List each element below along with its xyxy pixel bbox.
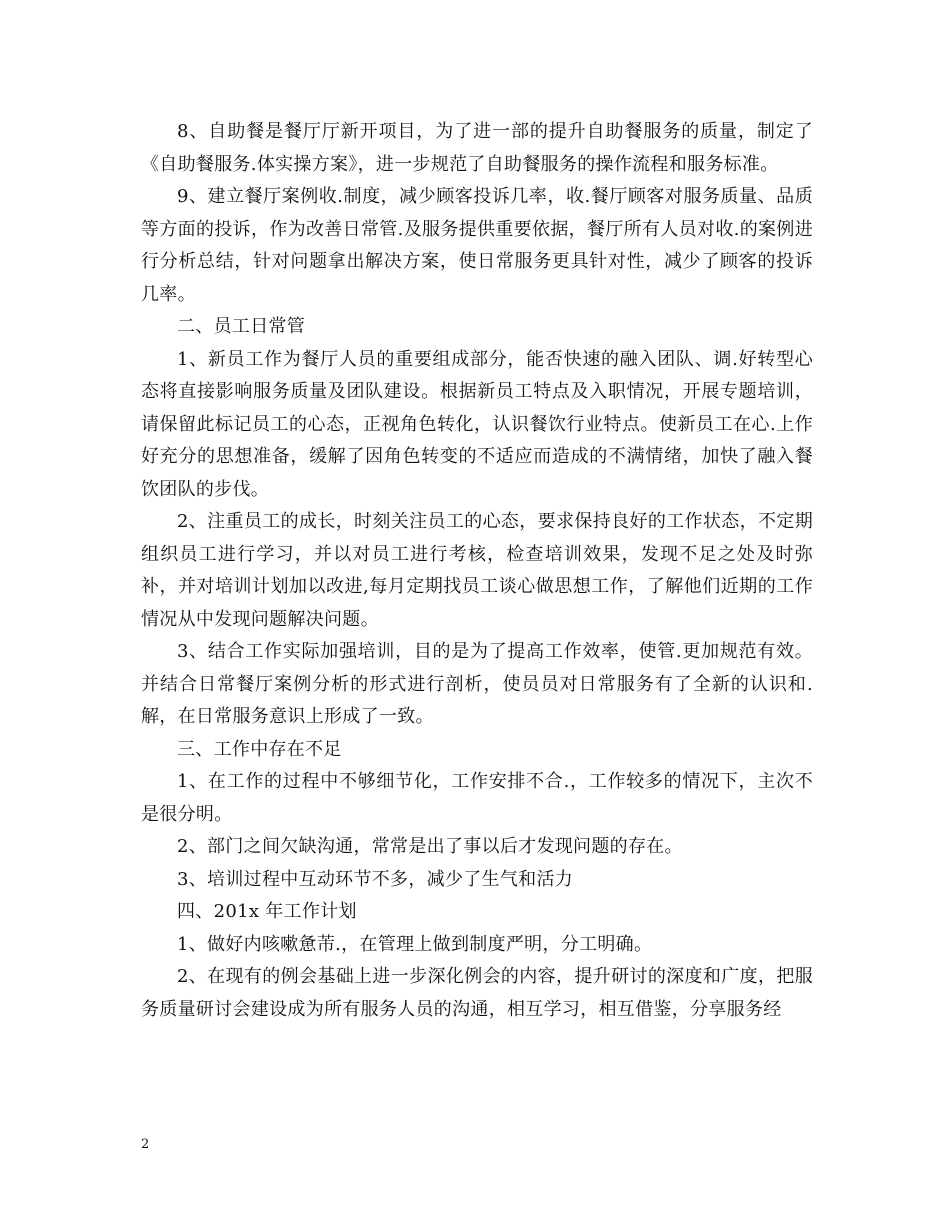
section-heading-staff-management: 二、员工日常管 bbox=[177, 316, 306, 337]
paragraph-new-staff: 1、新员工作为餐厅人员的重要组成部分，能否快速的融入团队、调.好转型心态将直接影响服务质量及团队建设。根据新员工特点及入职情况，开展专题培训，请保留此标记员工的心态，正视角色转化，认识餐饮行业特点。使新员工在心.上作好充分的思想准备，缓解了因角色转变的不适应而造成的不满情绪，加快了融入餐饮团队的步伐。 bbox=[141, 348, 813, 500]
paragraph-shortcoming-communication: 2、部门之间欠缺沟通，常常是出了事以后才发现问题的存在。 bbox=[177, 836, 683, 857]
paragraph-shortcoming-detail: 1、在工作的过程中不够细节化，工作安排不合.，工作较多的情况下，主次不是很分明。 bbox=[141, 771, 813, 825]
paragraph-plan-meetings: 2、在现有的例会基础上进一步深化例会的内容，提升研讨的深度和广度，把服务质量研讨会建设成为所有服务人员的沟通，相互学习，相互借鉴，分享服务经 bbox=[141, 966, 813, 1020]
paragraph-plan-management: 1、做好内咳嗽惫芾.，在管理上做到制度严明，分工明确。 bbox=[177, 933, 653, 955]
paragraph-case-collection: 9、建立餐厅案例收.制度，减少顾客投诉几率，收.餐厅顾客对服务质量、品质等方面的投诉，作为改善日常管.及服务提供重要依据，餐厅所有人员对收.的案例进行分析总结，针对问题拿出解决方案，使日常服务更具针对性，减少了顾客的投诉几率。 bbox=[141, 186, 813, 305]
paragraph-buffet-plan: 8、自助餐是餐厅厅新开项目，为了进一部的提升自助餐服务的质量，制定了《自助餐服务.体实操方案》，进一步规范了自助餐服务的操作流程和服务标准。 bbox=[141, 121, 813, 175]
page-number: 2 bbox=[141, 1137, 150, 1152]
paragraph-shortcoming-interaction: 3、培训过程中互动环节不多，减少了生气和活力 bbox=[177, 868, 574, 890]
section-heading-shortcomings: 三、工作中存在不足 bbox=[177, 738, 342, 760]
section-heading-work-plan: 四、201x 年工作计划 bbox=[177, 901, 357, 922]
paragraph-staff-growth: 2、注重员工的成长，时刻关注员工的心态，要求保持良好的工作状态，不定期组织员工进行学习，并以对员工进行考核，检查培训效果，发现不足之处及时弥补，并对培训计划加以改进,每月定期找员工谈心做思想工作，了解他们近期的工作情况从中发现问题解决问题。 bbox=[141, 511, 813, 630]
paragraph-training: 3、结合工作实际加强培训，目的是为了提高工作效率，使管.更加规范有效。并结合日常餐厅案例分析的形式进行剖析，使员员对日常服务有了全新的认识和.解，在日常服务意识上形成了一致。 bbox=[141, 641, 813, 727]
document-body bbox=[141, 116, 813, 1026]
